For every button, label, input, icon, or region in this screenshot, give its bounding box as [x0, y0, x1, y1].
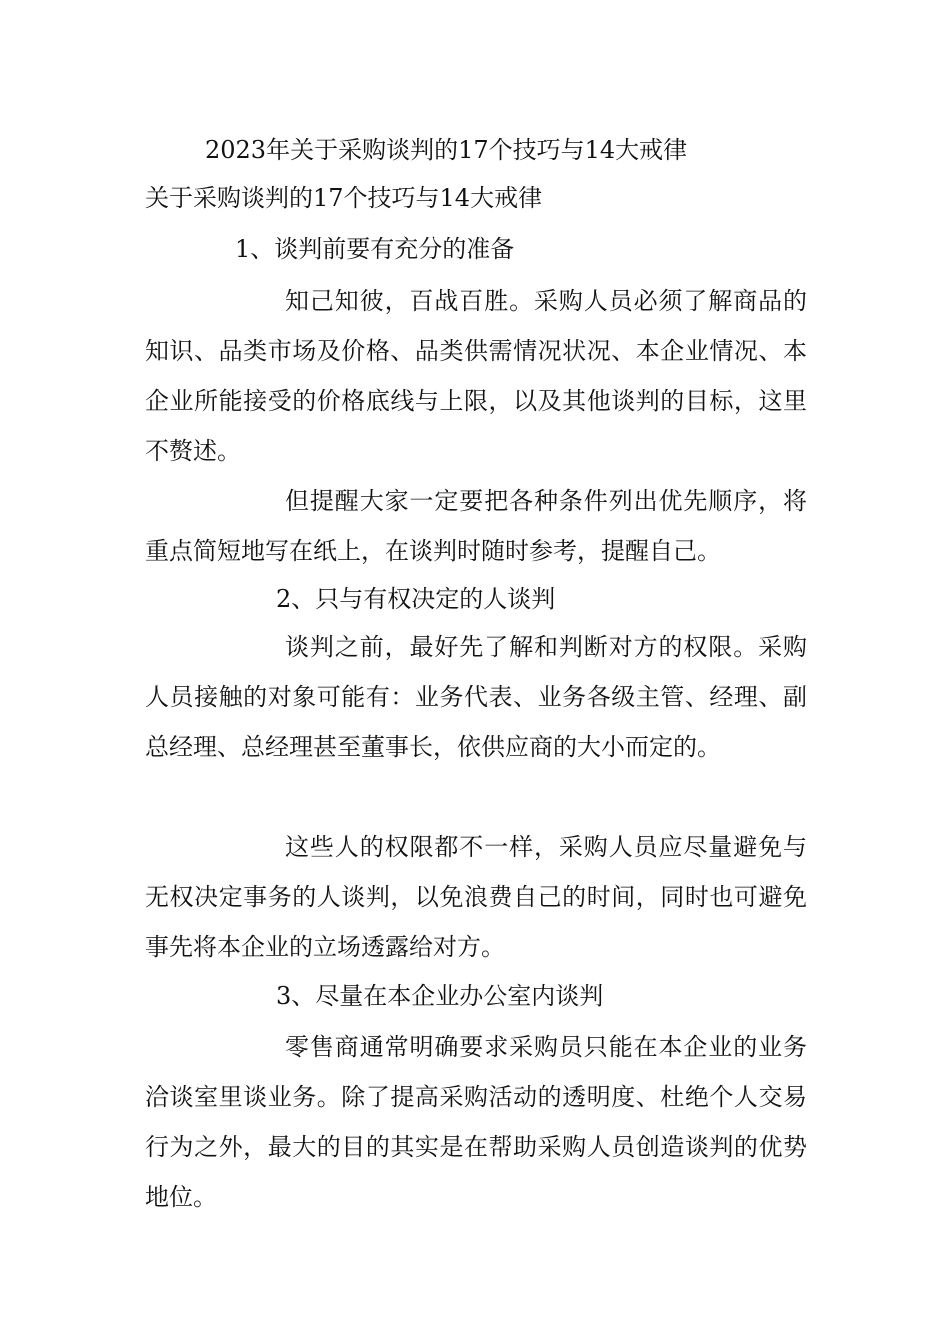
section-2-paragraph-2: 这些人的权限都不一样，采购人员应尽量避免与无权决定事务的人谈判，以免浪费自己的时间，同时也可避免事先将本企业的立场透露给对方。	[145, 833, 807, 961]
section-1-paragraph-2: 但提醒大家一定要把各种条件列出优先顺序，将重点简短地写在纸上，在谈判时随时参考，提醒自己。	[145, 487, 807, 565]
section-2-paragraph-1: 谈判之前，最好先了解和判断对方的权限。采购人员接触的对象可能有：业务代表、业务各级主管、经理、副总经理、总经理甚至董事长，依供应商的大小而定的。	[145, 633, 807, 761]
document-subtitle: 关于采购谈判的17个技巧与14大戒律	[145, 184, 543, 212]
section-3-paragraph-1: 零售商通常明确要求采购员只能在本企业的业务洽谈室里谈业务。除了提高采购活动的透明度、杜绝个人交易行为之外，最大的目的其实是在帮助采购人员创造谈判的优势地位。	[145, 1033, 807, 1211]
document-title: 2023年关于采购谈判的17个技巧与14大戒律	[205, 136, 688, 164]
section-2-heading: 2、只与有权决定的人谈判	[276, 585, 556, 613]
section-1-heading: 1、谈判前要有充分的准备	[235, 235, 515, 263]
section-1-paragraph-1: 知己知彼，百战百胜。采购人员必须了解商品的知识、品类市场及价格、品类供需情况状况、本企业情况、本企业所能接受的价格底线与上限，以及其他谈判的目标，这里不赘述。	[145, 287, 807, 465]
section-3-heading: 3、尽量在本企业办公室内谈判	[276, 982, 604, 1010]
